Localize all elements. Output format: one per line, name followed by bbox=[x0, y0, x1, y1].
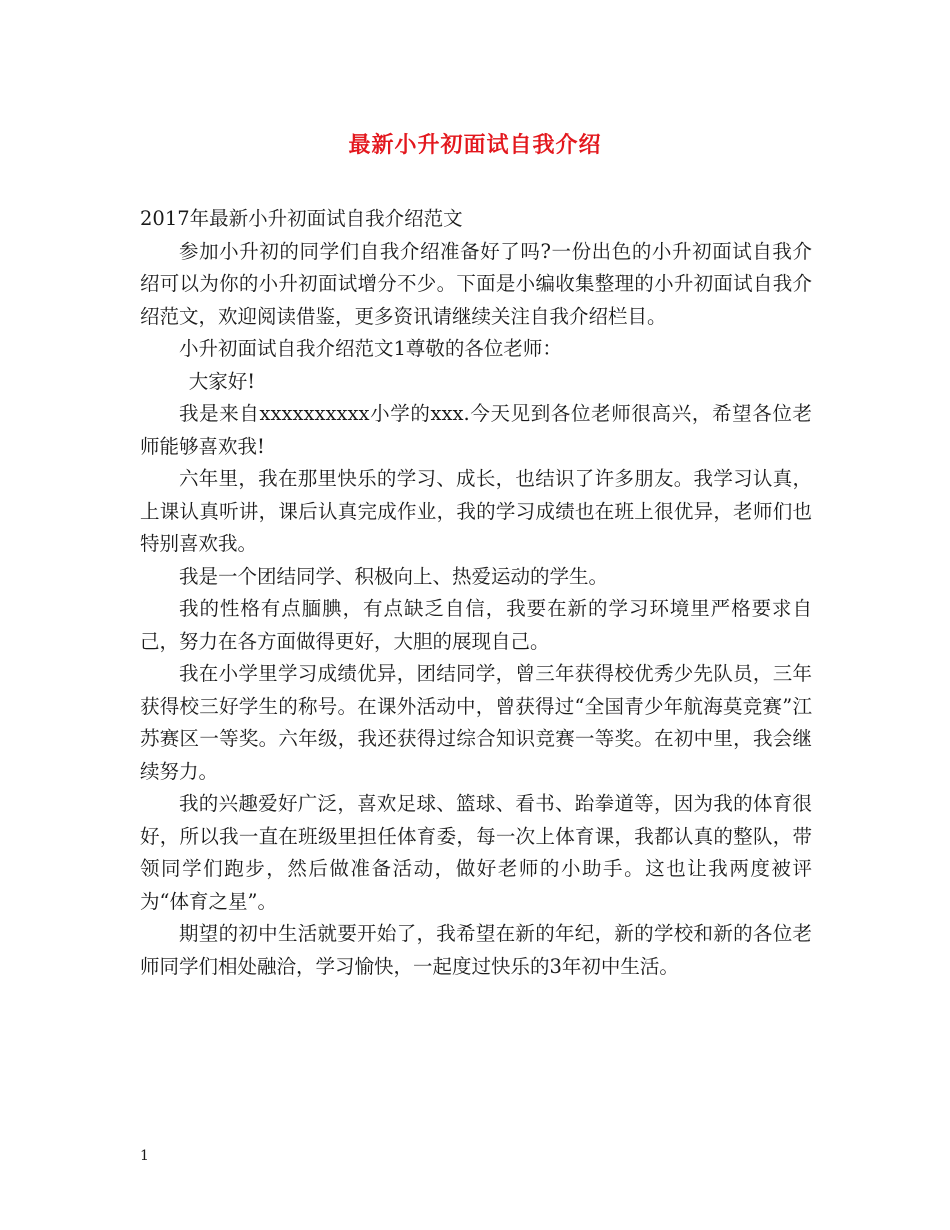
body-paragraph: 六年里，我在那里快乐的学习、成长，也结识了许多朋友。我学习认真，上课认真听讲，课后认真完成作业，我的学习成绩也在班上很优异，老师们也特别喜欢我。 bbox=[140, 467, 812, 555]
body-paragraph: 我在小学里学习成绩优异，团结同学，曾三年获得校优秀少先队员，三年获得校三好学生的称号。在课外活动中，曾获得过“全国青少年航海莫竞赛”江苏赛区一等奖。六年级，我还获得过综合知识竞赛一等奖。在初中里，我会继续努力。 bbox=[140, 662, 812, 783]
body-paragraph: 我的性格有点腼腆，有点缺乏自信，我要在新的学习环境里严格要求自己，努力在各方面做得更好，大胆的展现自己。 bbox=[140, 597, 812, 653]
greeting-paragraph: 大家好! bbox=[188, 369, 256, 393]
page-number: 1 bbox=[140, 1148, 149, 1164]
document-body bbox=[140, 203, 812, 983]
body-paragraph: 我的兴趣爱好广泛，喜欢足球、篮球、看书、跆拳道等，因为我的体育很好，所以我一直在班级里担任体育委，每一次上体育课，我都认真的整队，带领同学们跑步，然后做准备活动，做好老师的小助手。这也让我两度被评为“体育之星”。 bbox=[140, 792, 812, 913]
document-subtitle: 2017年最新小升初面试自我介绍范文 bbox=[140, 207, 463, 230]
body-paragraph: 我是一个团结同学、积极向上、热爱运动的学生。 bbox=[179, 564, 609, 588]
closing-paragraph: 期望的初中生活就要开始了，我希望在新的年纪，新的学校和新的各位老师同学们相处融洽，学习愉快，一起度过快乐的3年初中生活。 bbox=[140, 922, 812, 978]
body-paragraph: 我是来自xxxxxxxxxx小学的xxx.今天见到各位老师很高兴，希望各位老师能够喜欢我! bbox=[140, 402, 812, 458]
salutation-paragraph: 小升初面试自我介绍范文1尊敬的各位老师： bbox=[179, 337, 562, 360]
document-title: 最新小升初面试自我介绍 bbox=[348, 132, 602, 158]
intro-paragraph: 参加小升初的同学们自我介绍准备好了吗?一份出色的小升初面试自我介绍可以为你的小升初面试增分不少。下面是小编收集整理的小升初面试自我介绍范文，欢迎阅读借鉴，更多资讯请继续关注自我介绍栏目。 bbox=[140, 239, 812, 328]
